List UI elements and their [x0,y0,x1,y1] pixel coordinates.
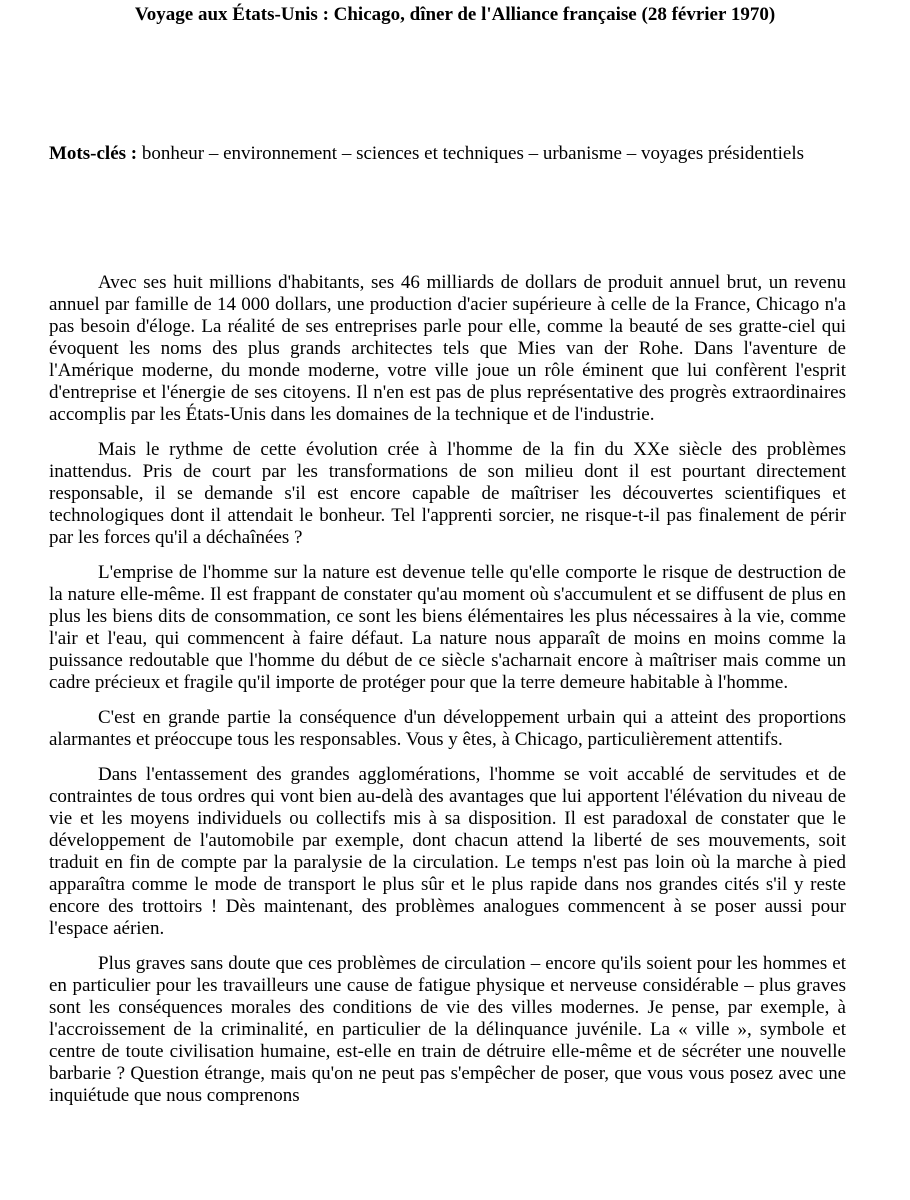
document-title: Voyage aux États-Unis : Chicago, dîner de l'Alliance française (28 février 1970) [134,4,776,25]
paragraph: C'est en grande partie la conséquence d'un développement urbain qui a atteint des proportions alarmantes et préoccupe tous les responsables. Vous y êtes, à Chicago, particulièrement attentifs. [49,707,846,750]
keywords-label: Mots-clés : [49,143,138,164]
paragraph: Mais le rythme de cette évolution crée à l'homme de la fin du XXe siècle des problèmes inattendus. Pris de court par les transformations de son milieu dont il est pourtant directement responsable, il se demande s'il est encore capable de maîtriser les découvertes scientifiques et technologiques dont il attendait le bonheur. Tel l'apprenti sorcier, ne risque-t-il pas finalement de périr par les forces qu'il a déchaînées ? [49,439,846,548]
paragraph: L'emprise de l'homme sur la nature est devenue telle qu'elle comporte le risque de destruction de la nature elle-même. Il est frappant de constater qu'au moment où s'accumulent et se diffusent de plus en plus les biens dits de consommation, ce sont les biens élémentaires les plus nécessaires à la vie, comme l'air et l'eau, qui commencent à faire défaut. La nature nous apparaît de moins en moins comme la puissance redoutable que l'homme du début de ce siècle s'acharnait encore à maîtriser mais comme un cadre précieux et fragile qu'il importe de protéger pour que la terre demeure habitable à l'homme. [49,562,846,693]
paragraph: Dans l'entassement des grandes agglomérations, l'homme se voit accablé de servitudes et de contraintes de tous ordres qui vont bien au-delà des avantages que lui apportent l'élévation du niveau de vie et les moyens individuels ou collectifs mis à sa disposition. Il est paradoxal de constater que le développement de l'automobile par exemple, dont chacun attend la liberté de ses mouvements, soit traduit en fin de compte par la paralysie de la circulation. Le temps n'est pas loin où la marche à pied apparaîtra comme le mode de transport le plus sûr et le plus rapide dans nos grandes cités s'il y reste encore des trottoirs ! Dès maintenant, des problèmes analogues commencent à se poser aussi pour l'espace aérien. [49,764,846,939]
document-body [49,272,846,1120]
paragraph: Plus graves sans doute que ces problèmes de circulation – encore qu'ils soient pour les hommes et en particulier pour les travailleurs une cause de fatigue physique et nerveuse considérable – plus graves sont les conséquences morales des conditions de vie des villes modernes. Je pense, par exemple, à l'accroissement de la criminalité, en particulier de la délinquance juvénile. La « ville », symbole et centre de toute civilisation humaine, est-elle en train de détruire elle-même et de sécréter une nouvelle barbarie ? Question étrange, mais qu'on ne peut pas s'empêcher de poser, que vous vous posez avec une inquiétude que nous comprenons [49,953,846,1106]
keywords-text: bonheur – environnement – sciences et techniques – urbanisme – voyages présidentiels [141,143,805,164]
keywords-line [49,143,846,165]
paragraph: Avec ses huit millions d'habitants, ses 46 milliards de dollars de produit annuel brut, un revenu annuel par famille de 14 000 dollars, une production d'acier supérieure à celle de la France, Chicago n'a pas besoin d'éloge. La réalité de ses entreprises parle pour elle, comme la beauté de ses gratte-ciel qui évoquent les noms des plus grands architectes tels que Mies van der Rohe. Dans l'aventure de l'Amérique moderne, du monde moderne, votre ville joue un rôle éminent que lui confèrent l'esprit d'entreprise et l'énergie de ses citoyens. Il n'en est pas de plus représentative des progrès extraordinaires accomplis par les États-Unis dans les domaines de la technique et de l'industrie. [49,272,846,425]
